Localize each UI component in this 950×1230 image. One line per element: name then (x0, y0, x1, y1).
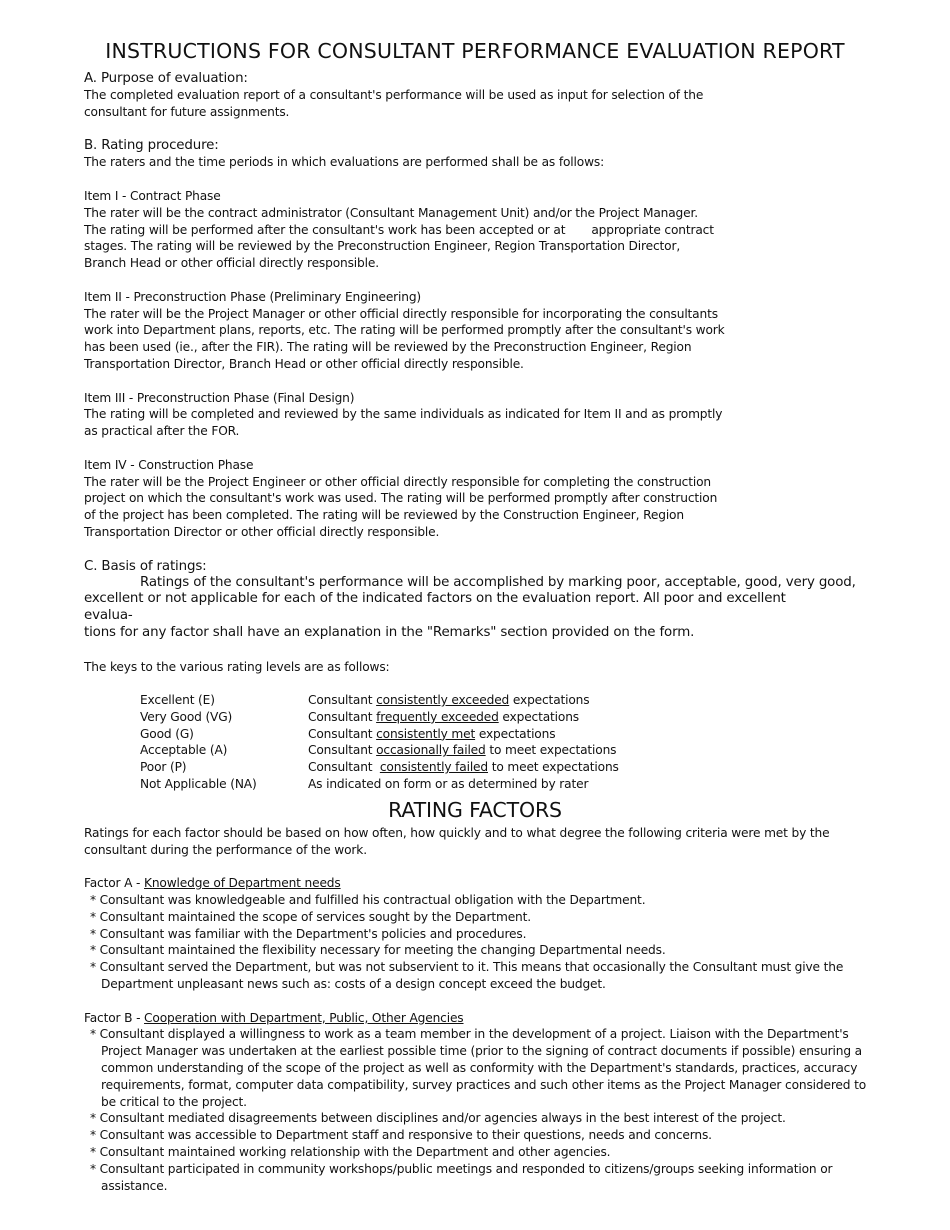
rating-description (308, 742, 619, 759)
section-c-line-a: excellent or not applicable for each of the indicated factors on the evaluation report. All poor and excellent (84, 591, 786, 607)
rating-key-row (140, 742, 619, 759)
item-4-line: of the project has been completed. The rating will be reviewed by the Construction Engineer, Region (84, 508, 684, 523)
rating-level: Very Good (VG) (140, 709, 233, 724)
rating-keys-table (140, 692, 619, 793)
rating-key-row (140, 692, 619, 709)
item-2-line: Transportation Director, Branch Head or other official directly responsible. (84, 356, 524, 371)
item-1-line (84, 222, 866, 239)
factor-b-name: Cooperation with Department, Public, Other Agencies (144, 1010, 464, 1025)
factor-a-heading (84, 875, 866, 892)
rating-desc-underlined: frequently exceeded (376, 709, 499, 724)
item-3-title: Item III - Preconstruction Phase (Final Design) (84, 390, 355, 405)
factor-a-bullet: * Consultant maintained the flexibility necessary for meeting the changing Departmental needs. (90, 943, 666, 958)
item-4-line: Transportation Director or other official directly responsible. (84, 524, 440, 539)
item-1-title: Item I - Contract Phase (84, 188, 221, 203)
factor-a-bullet: * Consultant served the Department, but was not subservient to it. This means that occasionally the Consultant must give the Department unpleasant news such as: costs of a design concept exceed the budget. (90, 960, 844, 992)
rating-level: Excellent (E) (140, 693, 215, 708)
item-1-line: Branch Head or other official directly responsible. (84, 256, 379, 271)
section-a-line: consultant for future assignments. (84, 104, 290, 119)
rating-description (308, 776, 619, 793)
section-c-line-b: evalua- (84, 608, 133, 624)
rating-desc-underlined: consistently failed (379, 760, 488, 775)
rating-desc-underlined: consistently exceeded (376, 693, 510, 708)
rating-desc-post: expectations (509, 693, 590, 708)
rating-key-row (140, 726, 619, 743)
section-a-line: The completed evaluation report of a consultant's performance will be used as input for selection of the (84, 88, 704, 102)
factor-a-bullet: * Consultant maintained the scope of services sought by the Department. (90, 909, 531, 924)
item-2-line: has been used (ie., after the FIR). The rating will be reviewed by the Preconstruction Engineer, Region (84, 340, 692, 355)
factor-b-bullet: * Consultant maintained working relationship with the Department and other agencies. (90, 1145, 611, 1160)
rating-desc-underlined: occasionally failed (376, 743, 486, 758)
page-title: INSTRUCTIONS FOR CONSULTANT PERFORMANCE EVALUATION REPORT (105, 39, 845, 63)
item-1-line: stages. The rating will be reviewed by the Preconstruction Engineer, Region Transportation Director, (84, 239, 681, 254)
factor-a-bullet: * Consultant was knowledgeable and fulfilled his contractual obligation with the Department. (90, 893, 646, 908)
item-3-line: The rating will be completed and reviewed by the same individuals as indicated for Item II and as promptly (84, 407, 723, 422)
rating-desc-pre: Consultant (308, 709, 377, 724)
item-2-line: work into Department plans, reports, etc. The rating will be performed promptly after the consultant's work (84, 323, 725, 338)
factor-b-bullet: * Consultant mediated disagreements between disciplines and/or agencies always in the best interest of the project. (90, 1111, 786, 1126)
rating-desc-post: to meet expectations (488, 760, 619, 775)
item-3-line: as practical after the FOR. (84, 424, 240, 439)
rating-desc-post: expectations (498, 709, 580, 724)
rating-key-row (140, 759, 619, 776)
rating-desc-pre: Consultant (308, 760, 380, 775)
rating-key-row (140, 709, 619, 726)
section-a-heading: A. Purpose of evaluation: (84, 71, 248, 86)
rating-desc-post: to meet expectations (485, 743, 617, 758)
section-b-heading: B. Rating procedure: (84, 138, 219, 154)
item-2-title: Item II - Preconstruction Phase (Preliminary Engineering) (84, 289, 422, 304)
factor-a-label: Factor A - (84, 876, 145, 891)
rating-description (308, 692, 619, 709)
item-4-line: The rater will be the Project Engineer or other official directly responsible for completing the construction (84, 474, 711, 489)
keys-intro: The keys to the various rating levels are as follows: (84, 659, 390, 674)
rating-desc-pre: Consultant (308, 693, 377, 708)
factor-b-label: Factor B - (84, 1010, 145, 1025)
rating-factors-intro: consultant during the performance of the work. (84, 842, 367, 857)
section-b-intro: The raters and the time periods in which evaluations are performed shall be as follows: (84, 155, 605, 170)
item-2-line: The rater will be the Project Manager or other official directly responsible for incorporating the consultants (84, 306, 718, 321)
rating-level: Acceptable (A) (140, 743, 228, 758)
rating-factors-title: RATING FACTORS (388, 797, 562, 822)
rating-level: Not Applicable (NA) (140, 777, 257, 792)
rating-factors-intro: Ratings for each factor should be based on how often, how quickly and to what degree the following criteria were met by the (84, 825, 830, 840)
item-1-line-a: The rating will be performed after the consultant's work has been accepted or at (84, 222, 566, 237)
factor-b-bullet: * Consultant participated in community workshops/public meetings and responded to citizens/groups seeking information or assistance. (90, 1161, 833, 1193)
factor-a-bullet: * Consultant was familiar with the Department's policies and procedures. (90, 926, 527, 941)
factor-b-bullet: * Consultant displayed a willingness to work as a team member in the development of a project. Liaison with the Department's Project Manager was undertaken at the earliest possible time (prior to the signing of contract documents if possible) ensuring a common understanding of the scope of the project as well as conformity with the Department's standards, practices, accuracy requirements, format, computer data compatibility, survey practices and such other items as the Project Manager considered to be critical to the project. (90, 1027, 867, 1109)
item-4-title: Item IV - Construction Phase (84, 457, 254, 472)
factor-b-bullet: * Consultant was accessible to Department staff and responsive to their questions, needs and concerns. (90, 1128, 712, 1143)
rating-level: Good (G) (140, 726, 194, 741)
factor-a-name: Knowledge of Department needs (144, 876, 341, 891)
rating-key-row (140, 776, 619, 793)
item-4-line: project on which the consultant's work was used. The rating will be performed promptly after construction (84, 491, 718, 506)
rating-description (308, 726, 619, 743)
factor-b-heading (84, 1010, 866, 1027)
section-c-line: Ratings of the consultant's performance will be accomplished by marking poor, acceptable, good, very good, (140, 574, 856, 590)
section-c-line: tions for any factor shall have an explanation in the "Remarks" section provided on the form. (84, 624, 695, 640)
rating-desc-post: expectations (475, 726, 556, 741)
section-c-heading: C. Basis of ratings: (84, 558, 207, 574)
rating-desc-pre: Consultant (308, 726, 377, 741)
rating-desc-underlined: consistently met (376, 726, 476, 741)
rating-desc-pre: As indicated on form or as determined by rater (308, 777, 589, 792)
rating-description (308, 709, 619, 726)
item-1-line-b: appropriate contract (591, 222, 714, 237)
rating-desc-pre: Consultant (308, 743, 377, 758)
section-c-line (84, 591, 866, 625)
rating-level: Poor (P) (140, 760, 187, 775)
rating-description (308, 759, 619, 776)
item-1-line: The rater will be the contract administrator (Consultant Management Unit) and/or the Project Manager. (84, 205, 698, 220)
